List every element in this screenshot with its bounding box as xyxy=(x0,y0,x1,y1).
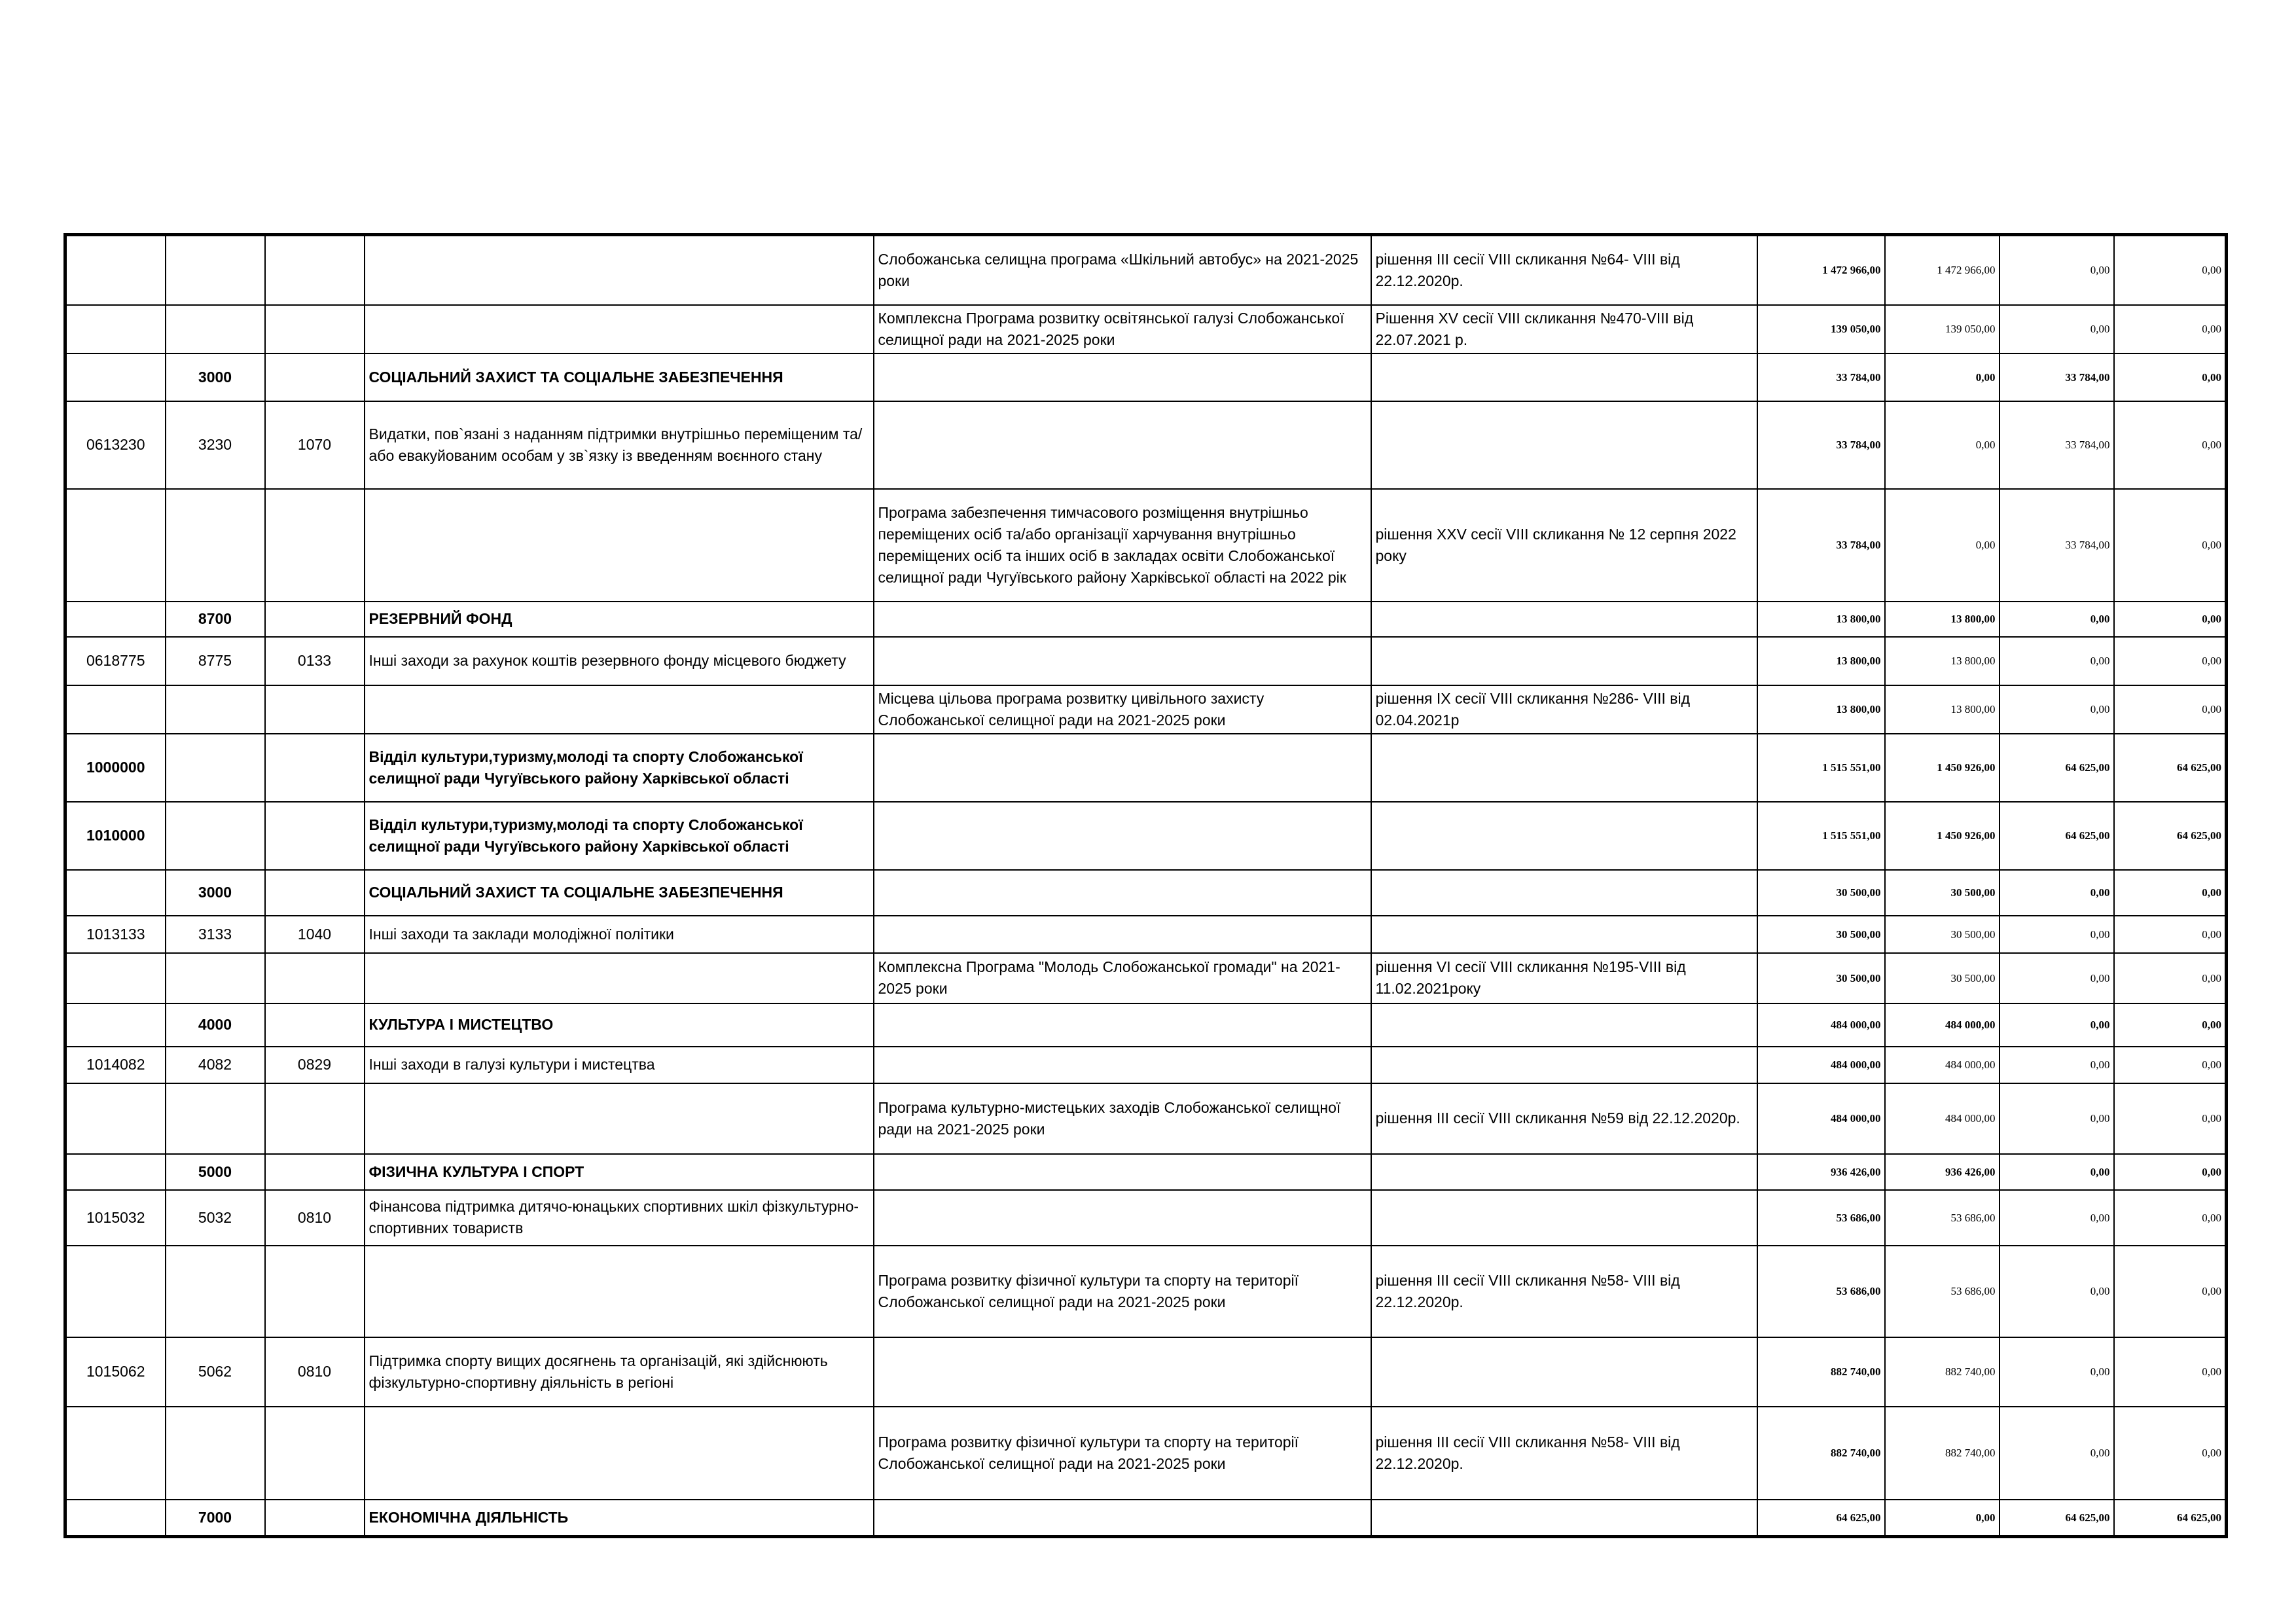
cell-special-fund: 0,00 xyxy=(2000,1190,2114,1246)
cell-development-budget: 0,00 xyxy=(2114,1154,2227,1190)
cell-general-fund: 0,00 xyxy=(1885,401,2000,489)
table-row-program xyxy=(65,305,2227,353)
table-row-item xyxy=(65,1337,2227,1407)
cell-function-code xyxy=(166,685,265,734)
cell-special-fund: 33 784,00 xyxy=(2000,353,2114,401)
cell-general-fund: 0,00 xyxy=(1885,353,2000,401)
cell-special-fund: 0,00 xyxy=(2000,1154,2114,1190)
cell-function-code: 5062 xyxy=(166,1337,265,1407)
cell-general-fund: 139 050,00 xyxy=(1885,305,2000,353)
cell-special-fund: 64 625,00 xyxy=(2000,802,2114,870)
table-row-program xyxy=(65,1083,2227,1154)
cell-function-code: 5032 xyxy=(166,1190,265,1246)
cell-decision xyxy=(1371,1337,1757,1407)
cell-general-fund: 13 800,00 xyxy=(1885,685,2000,734)
cell-special-fund: 0,00 xyxy=(2000,1003,2114,1047)
cell-program-code: 1010000 xyxy=(65,802,166,870)
table-row-program xyxy=(65,685,2227,734)
cell-function-code xyxy=(166,1083,265,1154)
cell-name: Інші заходи в галузі культури і мистецтва xyxy=(365,1047,874,1083)
cell-general-fund: 1 472 966,00 xyxy=(1885,235,2000,305)
cell-fkvk-code: 0133 xyxy=(265,637,365,685)
table-row-section xyxy=(65,870,2227,916)
cell-program-name xyxy=(874,734,1371,802)
cell-name xyxy=(365,953,874,1003)
cell-total: 30 500,00 xyxy=(1757,870,1885,916)
cell-total: 13 800,00 xyxy=(1757,602,1885,637)
cell-general-fund: 0,00 xyxy=(1885,489,2000,602)
table-row-section xyxy=(65,602,2227,637)
cell-name: СОЦІАЛЬНИЙ ЗАХИСТ ТА СОЦІАЛЬНЕ ЗАБЕЗПЕЧЕННЯ xyxy=(365,353,874,401)
cell-program-code: 1014082 xyxy=(65,1047,166,1083)
cell-program-name xyxy=(874,1047,1371,1083)
cell-special-fund: 0,00 xyxy=(2000,685,2114,734)
table-row-item xyxy=(65,637,2227,685)
cell-general-fund: 0,00 xyxy=(1885,1500,2000,1537)
budget-programs-table xyxy=(63,233,2228,1538)
cell-program-name xyxy=(874,1190,1371,1246)
cell-total: 53 686,00 xyxy=(1757,1190,1885,1246)
cell-development-budget: 0,00 xyxy=(2114,401,2227,489)
cell-program-name xyxy=(874,1337,1371,1407)
cell-total: 53 686,00 xyxy=(1757,1246,1885,1337)
cell-fkvk-code xyxy=(265,734,365,802)
cell-development-budget: 0,00 xyxy=(2114,685,2227,734)
cell-decision: рішення IX сесії VIII скликання №286- VIII від 02.04.2021р xyxy=(1371,685,1757,734)
cell-decision xyxy=(1371,916,1757,953)
table-row-section xyxy=(65,1500,2227,1537)
cell-name: ФІЗИЧНА КУЛЬТУРА І СПОРТ xyxy=(365,1154,874,1190)
cell-general-fund: 53 686,00 xyxy=(1885,1190,2000,1246)
cell-general-fund: 30 500,00 xyxy=(1885,916,2000,953)
table-row-program xyxy=(65,953,2227,1003)
cell-decision xyxy=(1371,802,1757,870)
table-row-program xyxy=(65,489,2227,602)
cell-program-code xyxy=(65,1407,166,1500)
cell-development-budget: 0,00 xyxy=(2114,1083,2227,1154)
cell-general-fund: 882 740,00 xyxy=(1885,1337,2000,1407)
cell-name: РЕЗЕРВНИЙ ФОНД xyxy=(365,602,874,637)
cell-program-code xyxy=(65,953,166,1003)
cell-program-name xyxy=(874,916,1371,953)
table-row-dept xyxy=(65,734,2227,802)
cell-program-code xyxy=(65,235,166,305)
cell-program-name: Місцева цільова програма розвитку цивільного захисту Слобожанської селищної ради на 2021-2025 роки xyxy=(874,685,1371,734)
cell-special-fund: 64 625,00 xyxy=(2000,1500,2114,1537)
cell-decision xyxy=(1371,637,1757,685)
cell-fkvk-code xyxy=(265,1154,365,1190)
cell-program-code: 0618775 xyxy=(65,637,166,685)
cell-development-budget: 64 625,00 xyxy=(2114,802,2227,870)
cell-decision xyxy=(1371,1190,1757,1246)
table-row-section xyxy=(65,1154,2227,1190)
cell-program-name: Програма забезпечення тимчасового розміщення внутрішньо переміщених осіб та/або організації харчування внутрішньо переміщених осіб та інших осіб в закладах освіти Слобожанської селищної ради Чугуївського району Харківської області на 2022 рік xyxy=(874,489,1371,602)
cell-general-fund: 484 000,00 xyxy=(1885,1047,2000,1083)
cell-program-name: Програма розвитку фізичної культури та спорту на території Слобожанської селищної ради на 2021-2025 роки xyxy=(874,1407,1371,1500)
cell-decision: рішення ІІІ сесії VIII скликання №58- VIII від 22.12.2020р. xyxy=(1371,1407,1757,1500)
cell-decision xyxy=(1371,1003,1757,1047)
cell-fkvk-code xyxy=(265,1500,365,1537)
cell-decision xyxy=(1371,734,1757,802)
cell-function-code xyxy=(166,235,265,305)
cell-function-code: 7000 xyxy=(166,1500,265,1537)
cell-total: 33 784,00 xyxy=(1757,489,1885,602)
cell-fkvk-code xyxy=(265,802,365,870)
cell-name xyxy=(365,685,874,734)
cell-program-name xyxy=(874,1003,1371,1047)
cell-program-name xyxy=(874,353,1371,401)
cell-special-fund: 33 784,00 xyxy=(2000,489,2114,602)
cell-fkvk-code xyxy=(265,953,365,1003)
cell-program-code xyxy=(65,685,166,734)
cell-function-code xyxy=(166,305,265,353)
table-row-program xyxy=(65,1246,2227,1337)
cell-program-name: Комплексна Програма розвитку освітянської галузі Слобожанської селищної ради на 2021-2025 роки xyxy=(874,305,1371,353)
table-row-program xyxy=(65,1407,2227,1500)
cell-development-budget: 0,00 xyxy=(2114,353,2227,401)
cell-program-code: 0613230 xyxy=(65,401,166,489)
cell-function-code xyxy=(166,734,265,802)
table-row-program xyxy=(65,235,2227,305)
cell-general-fund: 882 740,00 xyxy=(1885,1407,2000,1500)
cell-development-budget: 0,00 xyxy=(2114,1003,2227,1047)
cell-general-fund: 484 000,00 xyxy=(1885,1083,2000,1154)
cell-development-budget: 0,00 xyxy=(2114,916,2227,953)
cell-program-code: 1013133 xyxy=(65,916,166,953)
cell-decision xyxy=(1371,1500,1757,1537)
cell-general-fund: 484 000,00 xyxy=(1885,1003,2000,1047)
cell-name: Підтримка спорту вищих досягнень та організацій, які здійснюють фізкультурно-спортивну діяльність в регіоні xyxy=(365,1337,874,1407)
cell-program-code xyxy=(65,1003,166,1047)
cell-function-code: 4000 xyxy=(166,1003,265,1047)
cell-program-name: Слобожанська селищна програма «Шкільний автобус» на 2021-2025 роки xyxy=(874,235,1371,305)
cell-function-code: 4082 xyxy=(166,1047,265,1083)
cell-fkvk-code xyxy=(265,305,365,353)
cell-function-code xyxy=(166,1407,265,1500)
cell-program-code xyxy=(65,1154,166,1190)
cell-development-budget: 64 625,00 xyxy=(2114,1500,2227,1537)
cell-special-fund: 64 625,00 xyxy=(2000,734,2114,802)
cell-fkvk-code xyxy=(265,1003,365,1047)
cell-program-code xyxy=(65,489,166,602)
cell-function-code: 3000 xyxy=(166,870,265,916)
cell-special-fund: 0,00 xyxy=(2000,870,2114,916)
cell-decision xyxy=(1371,1154,1757,1190)
cell-total: 936 426,00 xyxy=(1757,1154,1885,1190)
cell-decision: рішення ІІІ сесії VIII скликання №58- VIII від 22.12.2020р. xyxy=(1371,1246,1757,1337)
cell-fkvk-code: 0810 xyxy=(265,1337,365,1407)
cell-function-code: 8775 xyxy=(166,637,265,685)
table-row-item xyxy=(65,916,2227,953)
cell-development-budget: 0,00 xyxy=(2114,1337,2227,1407)
cell-development-budget: 0,00 xyxy=(2114,1047,2227,1083)
cell-special-fund: 0,00 xyxy=(2000,1083,2114,1154)
cell-fkvk-code: 0810 xyxy=(265,1190,365,1246)
cell-general-fund: 30 500,00 xyxy=(1885,870,2000,916)
cell-name: КУЛЬТУРА І МИСТЕЦТВО xyxy=(365,1003,874,1047)
cell-name: Видатки, пов`язані з наданням підтримки внутрішньо переміщеним та/або евакуйованим особам у зв`язку із введенням воєнного стану xyxy=(365,401,874,489)
cell-total: 13 800,00 xyxy=(1757,637,1885,685)
cell-general-fund: 13 800,00 xyxy=(1885,637,2000,685)
cell-name xyxy=(365,305,874,353)
cell-general-fund: 1 450 926,00 xyxy=(1885,802,2000,870)
cell-name xyxy=(365,489,874,602)
cell-total: 882 740,00 xyxy=(1757,1407,1885,1500)
cell-development-budget: 0,00 xyxy=(2114,637,2227,685)
cell-general-fund: 30 500,00 xyxy=(1885,953,2000,1003)
cell-total: 13 800,00 xyxy=(1757,685,1885,734)
cell-fkvk-code: 1070 xyxy=(265,401,365,489)
cell-name: Відділ культури,туризму,молоді та спорту Слобожанської селищної ради Чугуївського району Харківської області xyxy=(365,734,874,802)
cell-name: СОЦІАЛЬНИЙ ЗАХИСТ ТА СОЦІАЛЬНЕ ЗАБЕЗПЕЧЕННЯ xyxy=(365,870,874,916)
cell-fkvk-code xyxy=(265,870,365,916)
cell-function-code xyxy=(166,1246,265,1337)
cell-decision: рішення VI сесії VIII скликання №195-VIII від 11.02.2021року xyxy=(1371,953,1757,1003)
cell-special-fund: 0,00 xyxy=(2000,305,2114,353)
cell-name: Інші заходи за рахунок коштів резервного фонду місцевого бюджету xyxy=(365,637,874,685)
cell-function-code xyxy=(166,953,265,1003)
cell-function-code xyxy=(166,802,265,870)
cell-total: 1 515 551,00 xyxy=(1757,802,1885,870)
cell-name: Фінансова підтримка дитячо-юнацьких спортивних шкіл фізкультурно-спортивних товариств xyxy=(365,1190,874,1246)
cell-fkvk-code xyxy=(265,602,365,637)
cell-development-budget: 0,00 xyxy=(2114,870,2227,916)
cell-decision xyxy=(1371,602,1757,637)
cell-special-fund: 0,00 xyxy=(2000,637,2114,685)
cell-total: 1 515 551,00 xyxy=(1757,734,1885,802)
cell-name: Відділ культури,туризму,молоді та спорту Слобожанської селищної ради Чугуївського району Харківської області xyxy=(365,802,874,870)
cell-function-code xyxy=(166,489,265,602)
cell-development-budget: 0,00 xyxy=(2114,602,2227,637)
cell-program-code: 1000000 xyxy=(65,734,166,802)
cell-total: 139 050,00 xyxy=(1757,305,1885,353)
cell-decision: рішення XXV сесії VIII скликання № 12 серпня 2022 року xyxy=(1371,489,1757,602)
cell-function-code: 3133 xyxy=(166,916,265,953)
cell-fkvk-code: 1040 xyxy=(265,916,365,953)
cell-function-code: 3230 xyxy=(166,401,265,489)
cell-total: 30 500,00 xyxy=(1757,953,1885,1003)
cell-special-fund: 0,00 xyxy=(2000,953,2114,1003)
cell-total: 33 784,00 xyxy=(1757,353,1885,401)
cell-decision xyxy=(1371,870,1757,916)
cell-development-budget: 0,00 xyxy=(2114,1246,2227,1337)
cell-total: 484 000,00 xyxy=(1757,1047,1885,1083)
cell-total: 1 472 966,00 xyxy=(1757,235,1885,305)
cell-general-fund: 13 800,00 xyxy=(1885,602,2000,637)
cell-fkvk-code xyxy=(265,235,365,305)
table-row-section xyxy=(65,1003,2227,1047)
cell-name xyxy=(365,1083,874,1154)
table-row-section xyxy=(65,353,2227,401)
cell-program-name xyxy=(874,401,1371,489)
cell-program-code xyxy=(65,353,166,401)
cell-special-fund: 0,00 xyxy=(2000,1047,2114,1083)
cell-decision: рішення ІІІ сесії VIII скликання №64- VIII від 22.12.2020р. xyxy=(1371,235,1757,305)
cell-decision: рішення ІІІ сесії VIII скликання №59 від 22.12.2020р. xyxy=(1371,1083,1757,1154)
cell-general-fund: 1 450 926,00 xyxy=(1885,734,2000,802)
cell-program-name xyxy=(874,870,1371,916)
cell-program-code xyxy=(65,870,166,916)
cell-program-name: Програма культурно-мистецьких заходів Слобожанської селищної ради на 2021-2025 роки xyxy=(874,1083,1371,1154)
cell-total: 484 000,00 xyxy=(1757,1083,1885,1154)
cell-development-budget: 64 625,00 xyxy=(2114,734,2227,802)
cell-special-fund: 0,00 xyxy=(2000,1246,2114,1337)
cell-fkvk-code xyxy=(265,353,365,401)
cell-development-budget: 0,00 xyxy=(2114,305,2227,353)
cell-special-fund: 0,00 xyxy=(2000,235,2114,305)
cell-fkvk-code xyxy=(265,489,365,602)
cell-name: Інші заходи та заклади молодіжної політики xyxy=(365,916,874,953)
cell-fkvk-code xyxy=(265,1407,365,1500)
cell-program-name xyxy=(874,602,1371,637)
cell-name xyxy=(365,1246,874,1337)
cell-name xyxy=(365,235,874,305)
cell-program-code xyxy=(65,602,166,637)
cell-program-name xyxy=(874,1500,1371,1537)
cell-decision xyxy=(1371,401,1757,489)
cell-program-name xyxy=(874,802,1371,870)
cell-program-code: 1015032 xyxy=(65,1190,166,1246)
cell-total: 33 784,00 xyxy=(1757,401,1885,489)
cell-program-name: Програма розвитку фізичної культури та спорту на території Слобожанської селищної ради на 2021-2025 роки xyxy=(874,1246,1371,1337)
cell-general-fund: 936 426,00 xyxy=(1885,1154,2000,1190)
cell-fkvk-code xyxy=(265,685,365,734)
table-row-item xyxy=(65,401,2227,489)
cell-program-code xyxy=(65,1500,166,1537)
cell-program-name: Комплексна Програма "Молодь Слобожанської громади" на 2021-2025 роки xyxy=(874,953,1371,1003)
cell-decision: Рішення XV сесії VIII скликання №470-VIII від 22.07.2021 р. xyxy=(1371,305,1757,353)
cell-function-code: 8700 xyxy=(166,602,265,637)
cell-special-fund: 33 784,00 xyxy=(2000,401,2114,489)
cell-total: 484 000,00 xyxy=(1757,1003,1885,1047)
table-row-item xyxy=(65,1190,2227,1246)
cell-fkvk-code xyxy=(265,1246,365,1337)
cell-special-fund: 0,00 xyxy=(2000,1407,2114,1500)
cell-development-budget: 0,00 xyxy=(2114,489,2227,602)
cell-total: 64 625,00 xyxy=(1757,1500,1885,1537)
cell-development-budget: 0,00 xyxy=(2114,1407,2227,1500)
cell-program-code xyxy=(65,1083,166,1154)
table-row-item xyxy=(65,1047,2227,1083)
cell-function-code: 5000 xyxy=(166,1154,265,1190)
cell-special-fund: 0,00 xyxy=(2000,916,2114,953)
cell-decision xyxy=(1371,353,1757,401)
cell-program-code: 1015062 xyxy=(65,1337,166,1407)
cell-general-fund: 53 686,00 xyxy=(1885,1246,2000,1337)
cell-fkvk-code xyxy=(265,1083,365,1154)
cell-name: ЕКОНОМІЧНА ДІЯЛЬНІСТЬ xyxy=(365,1500,874,1537)
cell-fkvk-code: 0829 xyxy=(265,1047,365,1083)
cell-program-name xyxy=(874,637,1371,685)
cell-total: 30 500,00 xyxy=(1757,916,1885,953)
cell-name xyxy=(365,1407,874,1500)
cell-function-code: 3000 xyxy=(166,353,265,401)
cell-decision xyxy=(1371,1047,1757,1083)
cell-special-fund: 0,00 xyxy=(2000,1337,2114,1407)
cell-program-name xyxy=(874,1154,1371,1190)
cell-total: 882 740,00 xyxy=(1757,1337,1885,1407)
cell-development-budget: 0,00 xyxy=(2114,235,2227,305)
cell-development-budget: 0,00 xyxy=(2114,1190,2227,1246)
cell-program-code xyxy=(65,1246,166,1337)
table-row-dept xyxy=(65,802,2227,870)
cell-program-code xyxy=(65,305,166,353)
cell-special-fund: 0,00 xyxy=(2000,602,2114,637)
cell-development-budget: 0,00 xyxy=(2114,953,2227,1003)
